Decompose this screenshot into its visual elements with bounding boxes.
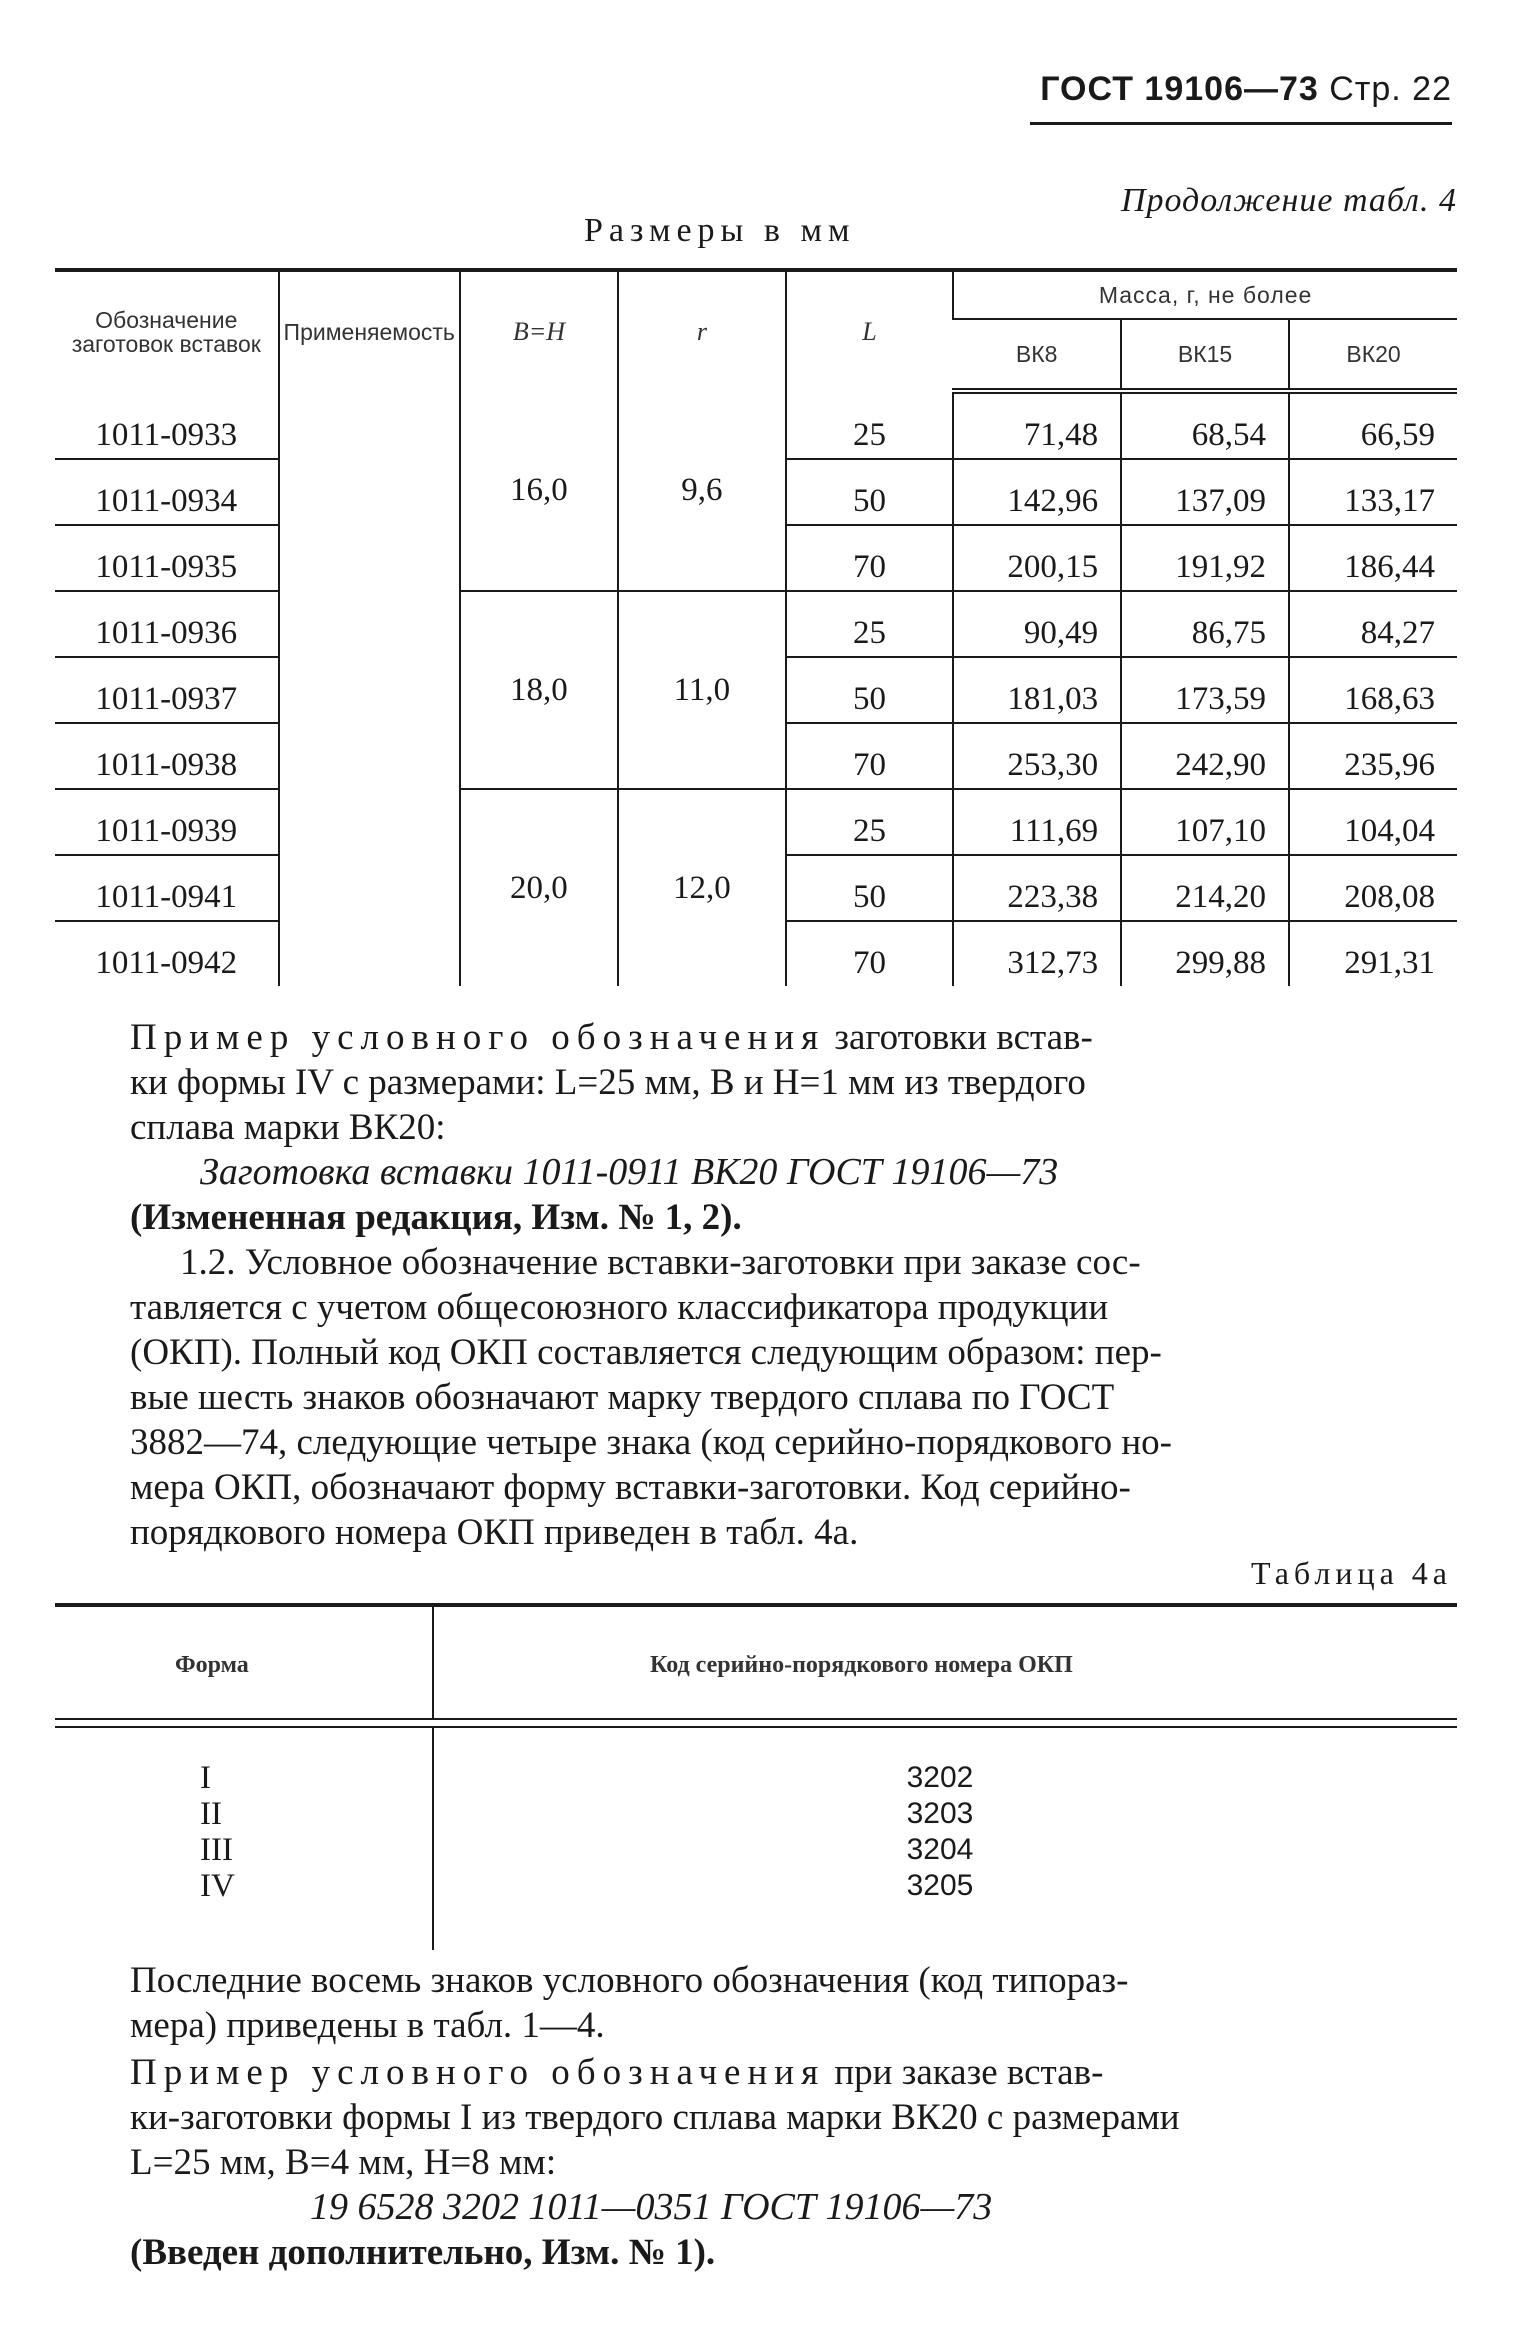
cell-vk8: 90,49: [953, 591, 1121, 657]
cell-code: 1011-0942: [95, 945, 238, 981]
form-cell: III: [200, 1832, 233, 1868]
cell-vk20: 66,59: [1289, 391, 1457, 459]
table-4a-col-form: Форма: [175, 1652, 249, 1678]
last-line-1: Последние восемь знаков условного обозначения (код типораз-: [130, 1960, 1129, 2001]
cell-vk8: 312,73: [953, 921, 1121, 986]
cell-l: 70: [786, 921, 953, 986]
table-4a-divider: [432, 1728, 434, 1950]
cell-bh: 18,0: [460, 591, 618, 789]
cell-vk15: 173,59: [1121, 657, 1289, 723]
standard-code: ГОСТ 19106—73: [1040, 70, 1319, 108]
example-2: [130, 2050, 1452, 2275]
col-vk20: ВК20: [1289, 319, 1457, 391]
last-digits-note: [130, 1958, 1452, 2048]
cell-bh: 16,0: [460, 391, 618, 591]
example-1-text2: ки формы IV с размерами: L=25 мм, B и H=1 мм из твердого: [130, 1062, 1086, 1103]
clause-line: мера ОКП, обозначают форму вставки-заготовки. Код серийно-: [130, 1467, 1131, 1508]
table-row: [55, 789, 1457, 855]
cell-vk20: 133,17: [1289, 459, 1457, 525]
example-2-text3: L=25 мм, B=4 мм, H=8 мм:: [130, 2142, 557, 2183]
cell-r: 12,0: [618, 789, 786, 986]
cell-l: 50: [786, 657, 953, 723]
clause-line: тавляется с учетом общесоюзного классификатора продукции: [130, 1287, 1109, 1328]
form-cell: IV: [200, 1868, 235, 1904]
col-vk8: ВК8: [953, 319, 1121, 391]
cell-l: 50: [786, 459, 953, 525]
cell-vk8: 142,96: [953, 459, 1121, 525]
table-4a-header-rule: [55, 1726, 1457, 1728]
page-header: [1040, 70, 1452, 109]
code-cell: 3204: [906, 1833, 974, 1866]
table-row: [55, 391, 1457, 459]
col-l: L: [786, 270, 953, 391]
col-designation: Обозначение заготовок вставок: [55, 270, 279, 391]
col-applicability: Применяемость: [279, 270, 460, 391]
form-cell: II: [200, 1796, 222, 1832]
cell-vk15: 299,88: [1121, 921, 1289, 986]
cell-vk15: 242,90: [1121, 723, 1289, 789]
table-row: [55, 591, 1457, 657]
cell-vk15: 191,92: [1121, 525, 1289, 591]
last-line-2: мера) приведены в табл. 1—4.: [130, 2005, 605, 2046]
cell-code: 1011-0937: [55, 657, 279, 723]
cell-vk20: 208,08: [1289, 855, 1457, 921]
cell-bh: 20,0: [460, 789, 618, 986]
cell-vk15: 107,10: [1121, 789, 1289, 855]
table-4a-codes: [860, 1760, 1020, 1904]
cell-vk15: 214,20: [1121, 855, 1289, 921]
cell-vk20: 235,96: [1289, 723, 1457, 789]
example-1-formula: Заготовка вставки 1011-0911 ВК20 ГОСТ 19106—73: [200, 1151, 1059, 1193]
table-4a-caption: Таблица 4а: [1250, 1555, 1452, 1591]
table-4a-col-code: Код серийно-порядкового номера ОКП: [650, 1652, 1073, 1678]
col-vk15: ВК15: [1121, 319, 1289, 391]
clause-line: 1.2. Условное обозначение вставки-заготовки при заказе сос-: [180, 1242, 1141, 1283]
table-continuation-note: Продолжение табл. 4: [1120, 182, 1457, 219]
header-rule: [1030, 122, 1452, 125]
cell-code: 1011-0934: [55, 459, 279, 525]
clause-line: вые шесть знаков обозначают марку твердого сплава по ГОСТ: [130, 1377, 1115, 1418]
col-bh: B=H: [460, 270, 618, 391]
cell-vk20: 168,63: [1289, 657, 1457, 723]
cell-vk20: 186,44: [1289, 525, 1457, 591]
clause-line: порядкового номера ОКП приведен в табл. 4а.: [130, 1512, 859, 1553]
cell-vk8: 111,69: [953, 789, 1121, 855]
cell-vk20: 104,04: [1289, 789, 1457, 855]
example-1-amendment: (Измененная редакция, Изм. № 1, 2).: [130, 1197, 742, 1238]
example-2-formula: 19 6528 3202 1011—0351 ГОСТ 19106—73: [310, 2186, 993, 2228]
cell-code: 1011-0941: [55, 855, 279, 921]
cell-code: 1011-0936: [55, 591, 279, 657]
example-1-lead: Пример условного обозначения: [130, 1017, 826, 1058]
code-cell: 3205: [906, 1869, 974, 1902]
cell-vk15: 86,75: [1121, 591, 1289, 657]
code-cell: 3202: [906, 1761, 974, 1794]
cell-l: 25: [786, 591, 953, 657]
table-4a-header-rule: [55, 1718, 1457, 1720]
cell-vk8: 181,03: [953, 657, 1121, 723]
cell-code: 1011-0939: [55, 789, 279, 855]
table-4a-forms: [200, 1760, 300, 1904]
col-r: r: [618, 270, 786, 391]
col-mass: Масса, г, не более: [953, 270, 1457, 319]
example-2-text2: ки-заготовки формы I из твердого сплава марки ВК20 с размерами: [130, 2097, 1180, 2138]
example-2-lead: Пример условного обозначения: [130, 2052, 826, 2093]
form-cell: I: [200, 1760, 211, 1796]
cell-code: 1011-0935: [55, 525, 279, 591]
cell-l: 25: [786, 391, 953, 459]
cell-vk15: 137,09: [1121, 459, 1289, 525]
cell-vk20: 84,27: [1289, 591, 1457, 657]
table-4: [55, 268, 1457, 986]
example-2-text1: при заказе встав-: [825, 2052, 1104, 2093]
cell-vk15: 68,54: [1121, 391, 1289, 459]
cell-code: 1011-0938: [55, 723, 279, 789]
example-1: [130, 1015, 1452, 1240]
cell-vk8: 200,15: [953, 525, 1121, 591]
cell-applicability: [279, 391, 460, 986]
cell-vk8: 253,30: [953, 723, 1121, 789]
units-note: Размеры в мм: [584, 212, 856, 249]
cell-vk20: 291,31: [1289, 921, 1457, 986]
page-number: Стр. 22: [1329, 70, 1452, 108]
cell-l: 70: [786, 525, 953, 591]
cell-l: 25: [786, 789, 953, 855]
example-1-text3: сплава марки ВК20:: [130, 1107, 446, 1148]
clause-line: 3882—74, следующие четыре знака (код серийно-порядкового но-: [130, 1422, 1172, 1463]
cell-vk8: 71,48: [953, 391, 1121, 459]
cell-vk8: 223,38: [953, 855, 1121, 921]
cell-l: 70: [786, 723, 953, 789]
cell-r: 9,6: [618, 391, 786, 591]
cell-r: 11,0: [618, 591, 786, 789]
example-1-text1: заготовки встав-: [825, 1017, 1093, 1058]
clause-1-2: [130, 1240, 1452, 1555]
example-2-amendment: (Введен дополнительно, Изм. № 1).: [130, 2232, 716, 2273]
cell-code: 1011-0933: [55, 391, 279, 459]
table-4a-top-rule: [55, 1603, 1457, 1607]
code-cell: 3203: [906, 1797, 974, 1830]
clause-line: (ОКП). Полный код ОКП составляется следующим образом: пер-: [130, 1332, 1162, 1373]
cell-l: 50: [786, 855, 953, 921]
table-4a-divider: [432, 1607, 434, 1718]
